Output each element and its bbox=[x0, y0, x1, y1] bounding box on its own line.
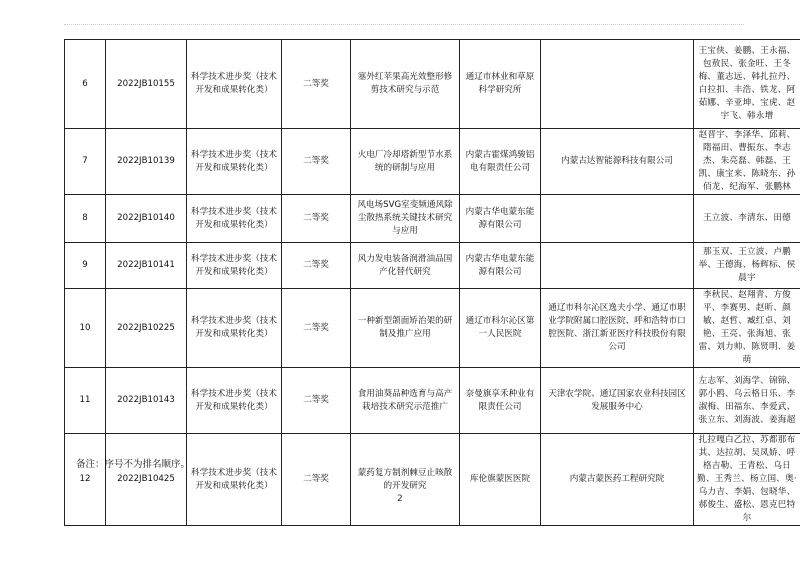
table-row bbox=[65, 434, 800, 526]
main-unit: 通辽市科尔沁区第一人民医院 bbox=[460, 289, 541, 368]
row-number: 7 bbox=[65, 129, 106, 195]
award-grade: 二等奖 bbox=[282, 195, 351, 243]
row-number: 12 bbox=[65, 434, 106, 526]
table-row bbox=[65, 289, 800, 368]
table-row bbox=[65, 243, 800, 289]
other-units: 内蒙古蒙医药工程研究院 bbox=[541, 434, 694, 526]
award-type: 科学技术进步奖（技术开发和成果转化类） bbox=[187, 289, 282, 368]
people: 赵晋宇、李泽华、邱莉、隋福田、曹振东、李志杰、朱亮磊、韩磊、王凯、康宝来、陈晓东、孙佰龙、纪海军、张鹏林 bbox=[694, 129, 800, 195]
project-code: 2022JB10140 bbox=[106, 195, 187, 243]
project-code: 2022JB10155 bbox=[106, 40, 187, 129]
table-row bbox=[65, 129, 800, 195]
row-number: 11 bbox=[65, 368, 106, 434]
project-code: 2022JB10225 bbox=[106, 289, 187, 368]
project-name: 风力发电装备润滑油品国产化替代研究 bbox=[351, 243, 460, 289]
project-name: 一种新型颌面矫治架的研制及推广应用 bbox=[351, 289, 460, 368]
award-type: 科学技术进步奖（技术开发和成果转化类） bbox=[187, 195, 282, 243]
main-unit: 内蒙古华电蒙东能源有限公司 bbox=[460, 195, 541, 243]
project-name: 食用油葵品种选育与高产栽培技术研究示范推广 bbox=[351, 368, 460, 434]
main-unit: 奈曼旗享禾种业有限责任公司 bbox=[460, 368, 541, 434]
main-unit: 库伦旗蒙医医院 bbox=[460, 434, 541, 526]
people: 王立波、李清东、田德 bbox=[694, 195, 800, 243]
awards-table bbox=[64, 39, 800, 526]
other-units bbox=[541, 243, 694, 289]
people: 李秋民、赵翔青、方俊平、李赛男、赵昕、颜敏、赵哲、臧红卓、刘艳、王亮、张海旭、张雷、刘力帅、陈贤明、姜萌 bbox=[694, 289, 800, 368]
project-name: 风电场SVG室变频通风除尘散热系统关键技术研究与应用 bbox=[351, 195, 460, 243]
table-row bbox=[65, 368, 800, 434]
award-type: 科学技术进步奖（技术开发和成果转化类） bbox=[187, 434, 282, 526]
project-name: 蒙药复方制剂棘豆止咳散的开发研究 bbox=[351, 434, 460, 526]
project-name: 塞外红苹果高光效整形修剪技术研究与示范 bbox=[351, 40, 460, 129]
award-grade: 二等奖 bbox=[282, 129, 351, 195]
other-units: 通辽市科尔沁区逸夫小学、通辽市职业学院附属口腔医院、呼和浩特市口腔医院、浙江新亚医疗科技股份有限公司 bbox=[541, 289, 694, 368]
row-number: 9 bbox=[65, 243, 106, 289]
main-unit: 通辽市林业和草原科学研究所 bbox=[460, 40, 541, 129]
table-row bbox=[65, 195, 800, 243]
people: 那玉双、王立波、卢鹏举、王德海、杨辉标、侯晨宇 bbox=[694, 243, 800, 289]
row-number: 8 bbox=[65, 195, 106, 243]
people: 王宝侠、姜鹏、王永福、包敖民、张金旺、王冬梅、董志远、韩扎拉丹、白拉扣、丰浩、铁龙、阿茹娜、辛亚坤、宝虎、赵宇飞、韩永增 bbox=[694, 40, 800, 129]
other-units bbox=[541, 40, 694, 129]
project-code: 2022JB10139 bbox=[106, 129, 187, 195]
project-code: 2022JB10425 bbox=[106, 434, 187, 526]
other-units bbox=[541, 195, 694, 243]
main-unit: 内蒙古霍煤鸿骏铝电有限责任公司 bbox=[460, 129, 541, 195]
project-code: 2022JB10141 bbox=[106, 243, 187, 289]
row-number: 10 bbox=[65, 289, 106, 368]
award-type: 科学技术进步奖（技术开发和成果转化类） bbox=[187, 368, 282, 434]
award-grade: 二等奖 bbox=[282, 434, 351, 526]
award-type: 科学技术进步奖（技术开发和成果转化类） bbox=[187, 243, 282, 289]
award-grade: 二等奖 bbox=[282, 289, 351, 368]
award-grade: 二等奖 bbox=[282, 243, 351, 289]
row-number: 6 bbox=[65, 40, 106, 129]
top-edge-artifact bbox=[64, 14, 744, 25]
table-row bbox=[65, 40, 800, 129]
award-type: 科学技术进步奖（技术开发和成果转化类） bbox=[187, 129, 282, 195]
award-grade: 二等奖 bbox=[282, 40, 351, 129]
people: 左志军、刘海学、锦锦、郭小鸥、乌云格日乐、李淑梅、田福东、李爱武、张立东、刘海波、姜海超 bbox=[694, 368, 800, 434]
other-units: 天津农学院、通辽国家农业科技园区发展服务中心 bbox=[541, 368, 694, 434]
page-number: 2 bbox=[397, 494, 403, 504]
project-code: 2022JB10143 bbox=[106, 368, 187, 434]
award-type: 科学技术进步奖（技术开发和成果转化类） bbox=[187, 40, 282, 129]
people: 扎拉嘎白乙拉、苏都那布其、达拉胡、吴凤娇、呼格吉勒、王青松、乌日勤、王秀兰、杨立国、奥·乌力吉、李娟、包晓华、郝俊生、盛松、恩克巴特尔 bbox=[694, 434, 800, 526]
table-note: 备注：序号不为排名顺序。 bbox=[76, 459, 191, 470]
other-units: 内蒙古达智能源科技有限公司 bbox=[541, 129, 694, 195]
main-unit: 内蒙古华电蒙东能源有限公司 bbox=[460, 243, 541, 289]
project-name: 火电厂冷却塔新型节水系统的研制与应用 bbox=[351, 129, 460, 195]
award-grade: 二等奖 bbox=[282, 368, 351, 434]
